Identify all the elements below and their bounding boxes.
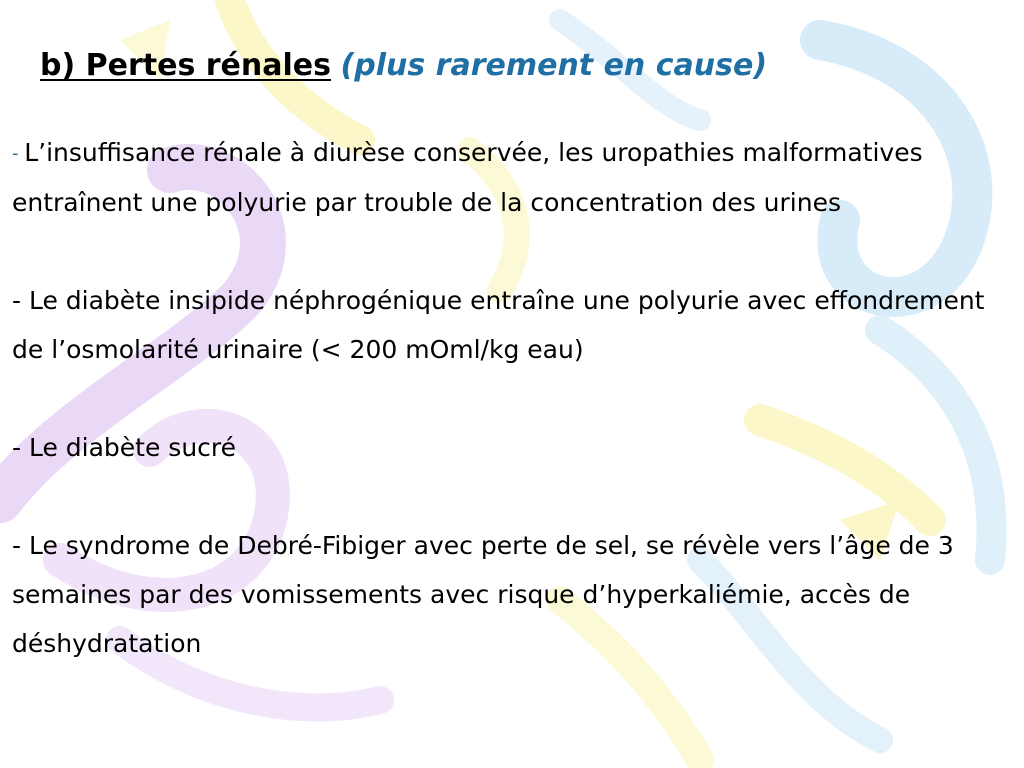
bullet-dash: - (12, 433, 29, 462)
paragraph-text: Le diabète insipide néphrogénique entraîne une polyurie avec effondrement de l’osmolarité urinaire (< 200 mOml/kg eau) (12, 286, 985, 364)
paragraph-text: L’insuffisance rénale à diurèse conservée, les uropathies malformatives entraînent une polyurie par trouble de la concentration des urines (12, 138, 923, 217)
paragraph-text: Le syndrome de Debré-Fibiger avec perte de sel, se révèle vers l’âge de 3 semaines par des vomissements avec risque d’hyperkaliémie, accès de déshydratation (12, 531, 954, 658)
paragraph-insuffisance-renale (12, 128, 1002, 227)
bullet-dash: - (12, 286, 29, 315)
paragraph-syndrome-debre-fibiger (12, 521, 1002, 668)
title-subtitle: (plus rarement en cause) (340, 48, 768, 83)
bullet-dash: - (12, 143, 25, 164)
paragraph-diabete-insipide (12, 276, 1002, 374)
title-main: b) Pertes rénales (40, 48, 331, 83)
paragraph-text: Le diabète sucré (28, 433, 237, 462)
bullet-dash: - (12, 531, 29, 560)
slide-title (40, 44, 767, 88)
paragraph-diabete-sucre (12, 423, 1002, 472)
slide-body (12, 128, 1002, 668)
